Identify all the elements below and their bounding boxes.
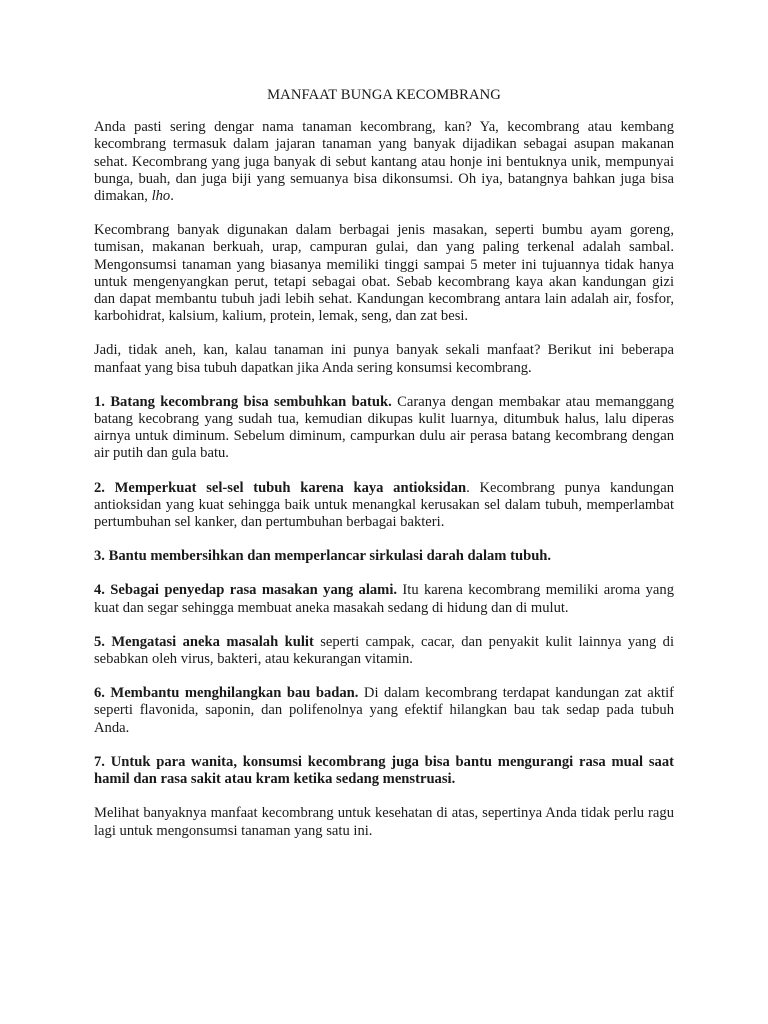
intro-italic: lho <box>151 188 171 205</box>
closing-paragraph: Melihat banyaknya manfaat kecombrang untuk kesehatan di atas, sepertinya Anda tidak perlu ragu lagi untuk mengonsumsi tanaman yang satu ini. <box>94 805 674 839</box>
benefit-heading: 2. Memperkuat sel-sel tubuh karena kaya antioksidan <box>94 479 467 496</box>
document-title: MANFAAT BUNGA KECOMBRANG <box>267 87 501 103</box>
benefit-heading: 6. Membantu menghilangkan bau badan. <box>94 685 359 702</box>
benefit-item <box>94 480 674 532</box>
benefit-item <box>94 634 674 668</box>
benefit-item <box>94 582 674 616</box>
benefit-heading: 3. Bantu membersihkan dan memperlancar sirkulasi darah dalam tubuh. <box>94 548 552 565</box>
document-page <box>94 87 674 857</box>
intro-paragraph <box>94 119 674 205</box>
benefit-body: Itu karena kecombrang memiliki aroma yang kuat dan segar sehingga membuat aneka masakah sedang di hidung dan di mulut. <box>94 582 674 616</box>
benefit-item <box>94 548 674 565</box>
benefit-body: . Kecombrang punya kandungan antioksidan yang kuat sehingga baik untuk menangkal kerusakan sel dalam tubuh, memperlambat pertumbuhan sel kanker, dan pertumbuhan berbagai bakteri. <box>94 479 674 531</box>
lead-paragraph: Jadi, tidak aneh, kan, kalau tanaman ini punya banyak sekali manfaat? Berikut ini beberapa manfaat yang bisa tubuh dapatkan jika Anda sering konsumsi kecombrang. <box>94 342 674 376</box>
benefit-body: Caranya dengan membakar atau memanggang batang kecobrang yang sudah tua, kemudian dikupas kulit luarnya, ditumbuk halus, lalu diperas airnya untuk diminum. Sebelum diminum, campurkan dulu air perasa batang kecombrang dengan air putih dan gula batu. <box>94 393 674 462</box>
benefit-heading: 5. Mengatasi aneka masalah kulit <box>94 633 314 650</box>
benefit-body: seperti campak, cacar, dan penyakit kulit lainnya yang di sebabkan oleh virus, bakteri, atau kekurangan vitamin. <box>94 633 674 668</box>
benefit-item <box>94 685 674 737</box>
intro-text: Anda pasti sering dengar nama tanaman kecombrang, kan? Ya, kecombrang atau kembang kecombrang termasuk dalam jajaran tanaman yang banyak dijadikan sebagai asupan makanan sehat. Kecombrang yang juga banyak di sebut kantang atau honje ini bentuknya unik, mempunyai bunga, buah, dan juga biji yang semuanya bisa dikonsumsi. Oh iya, batangnya bahkan juga bisa dimakan, <box>94 119 674 205</box>
intro-end: . <box>170 188 174 205</box>
benefit-body: Di dalam kecombrang terdapat kandungan zat aktif seperti flavonida, saponin, dan polifenolnya yang efektif hilangkan bau tak sedap pada tubuh Anda. <box>94 685 674 736</box>
usage-paragraph: Kecombrang banyak digunakan dalam berbagai jenis masakan, seperti bumbu ayam goreng, tumisan, makanan berkuah, urap, campuran gulai, dan yang paling terkenal adalah sambal. Mengonsumsi tanaman yang biasanya memiliki tinggi sampai 5 meter ini tujuannya tidak hanya untuk mengenyangkan perut, tetapi sebagai obat. Sebab kecombrang kaya akan kandungan gizi dan dapat membantu tubuh jadi lebih sehat. Kandungan kecombrang antara lain adalah air, fosfor, karbohidrat, kalsium, kalium, protein, lemak, seng, dan zat besi. <box>94 222 674 325</box>
benefit-heading: 7. Untuk para wanita, konsumsi kecombrang juga bisa bantu mengurangi rasa mual saat hamil dan rasa sakit atau kram ketika sedang menstruasi. <box>94 753 674 788</box>
benefit-item <box>94 754 674 788</box>
benefit-heading: 1. Batang kecombrang bisa sembuhkan batuk. <box>94 393 392 410</box>
benefit-heading: 4. Sebagai penyedap rasa masakan yang alami. <box>94 582 398 599</box>
benefit-item <box>94 394 674 463</box>
